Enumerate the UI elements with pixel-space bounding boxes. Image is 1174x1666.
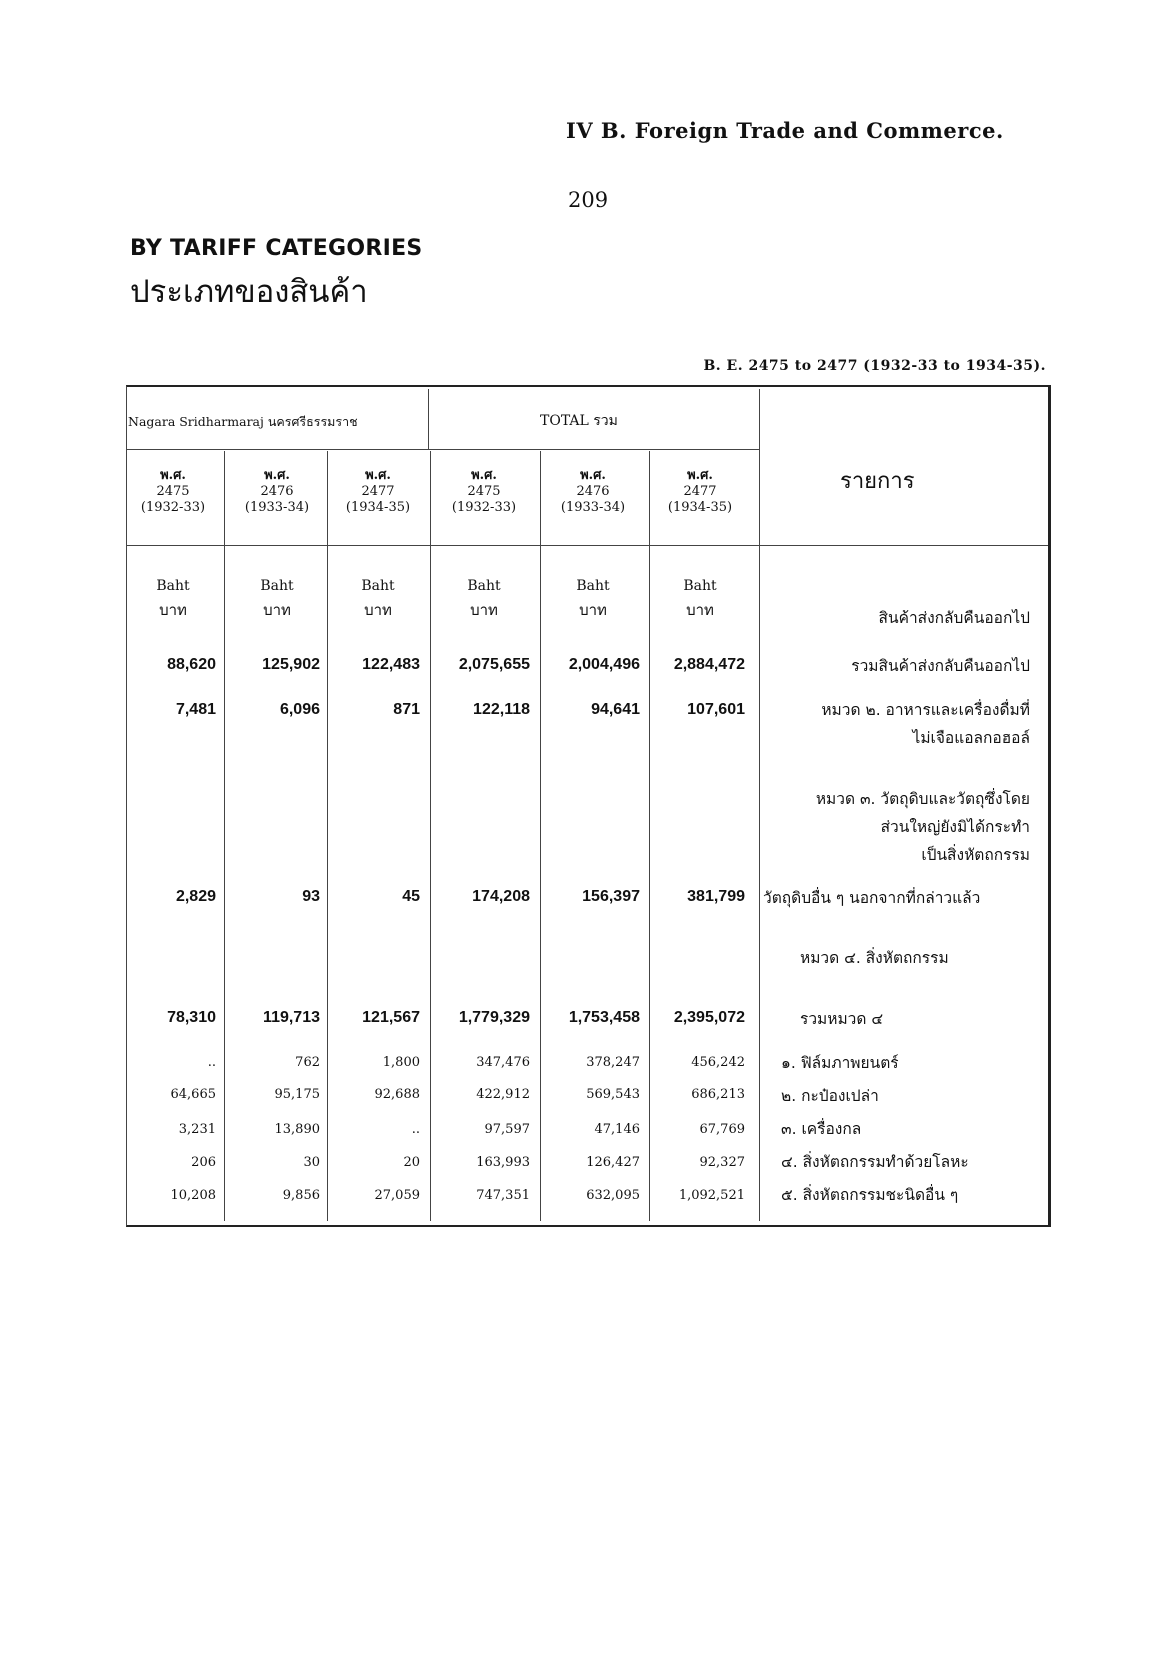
unit-th: บาท bbox=[159, 601, 187, 619]
year-ad: (1934-35) bbox=[667, 500, 733, 515]
row-description: รวมสินค้าส่งกลับคืนออกไป bbox=[851, 657, 1030, 675]
group-underline bbox=[127, 449, 760, 450]
table-cell: 7,481 bbox=[175, 701, 216, 718]
header-underline bbox=[127, 545, 1048, 546]
row-description: ๕. สิ่งหัตถกรรมชะนิดอื่น ๆ bbox=[781, 1186, 959, 1204]
table-cell: 632,095 bbox=[586, 1188, 640, 1203]
desc-line: หมวด ๒. อาหารและเครื่องดื่มที่ bbox=[821, 701, 1030, 719]
row-description: ๑. ฟิล์มภาพยนตร์ bbox=[781, 1054, 899, 1072]
group-divider bbox=[428, 389, 429, 449]
table-cell: 95,175 bbox=[274, 1087, 320, 1102]
table-cell: 10,208 bbox=[170, 1188, 216, 1203]
page-number: 209 bbox=[568, 188, 609, 212]
year-header bbox=[648, 468, 752, 516]
group-header-nagara-sridharmaraj: Nagara Sridharmaraj นครศรีธรรมราช bbox=[128, 414, 358, 429]
table-cell: 92,688 bbox=[374, 1087, 420, 1102]
table-cell: 381,799 bbox=[687, 888, 745, 905]
table-cell: 9,856 bbox=[282, 1188, 320, 1203]
year-be: 2475 bbox=[467, 484, 501, 499]
unit-label bbox=[326, 574, 430, 622]
row-description bbox=[770, 696, 1030, 752]
section-heading: สินค้าส่งกลับคืนออกไป bbox=[878, 609, 1030, 627]
era-label: พ.ศ. bbox=[471, 468, 497, 483]
unit-en: Baht bbox=[260, 578, 294, 594]
table-cell: 20 bbox=[403, 1155, 420, 1170]
unit-label bbox=[541, 574, 645, 622]
column-divider bbox=[649, 451, 650, 1221]
year-ad: (1934-35) bbox=[345, 500, 411, 515]
unit-label bbox=[121, 574, 225, 622]
table-cell: 94,641 bbox=[591, 701, 640, 718]
table-cell: 119,713 bbox=[263, 1009, 320, 1026]
table-cell: 156,397 bbox=[582, 888, 640, 905]
year-be: 2476 bbox=[576, 484, 610, 499]
column-divider bbox=[430, 451, 431, 1221]
unit-th: บาท bbox=[263, 601, 291, 619]
year-be: 2477 bbox=[683, 484, 717, 499]
table-cell: 569,543 bbox=[586, 1087, 640, 1102]
desc-line: หมวด ๓. วัตถุดิบและวัตถุซึ่งโดย bbox=[815, 790, 1030, 808]
table-cell: 92,327 bbox=[699, 1155, 745, 1170]
unit-en: Baht bbox=[576, 578, 610, 594]
group-header-total: TOTAL รวม bbox=[540, 413, 618, 429]
table-cell: 93 bbox=[302, 888, 320, 905]
column-divider bbox=[224, 451, 225, 1221]
table-cell: 125,902 bbox=[262, 656, 320, 673]
table-cell: 67,769 bbox=[699, 1122, 745, 1137]
column-divider bbox=[327, 451, 328, 1221]
table-cell: 686,213 bbox=[691, 1087, 745, 1102]
section-title: IV B. Foreign Trade and Commerce. bbox=[566, 118, 1004, 143]
unit-th: บาท bbox=[470, 601, 498, 619]
table-cell: 64,665 bbox=[170, 1087, 216, 1102]
year-be: 2476 bbox=[260, 484, 294, 499]
table-cell: 47,146 bbox=[594, 1122, 640, 1137]
table-cell: 456,242 bbox=[691, 1055, 745, 1070]
table-cell: 126,427 bbox=[586, 1155, 640, 1170]
table-cell: 121,567 bbox=[362, 1009, 420, 1026]
table-cell: 30 bbox=[303, 1155, 320, 1170]
table-cell: 2,395,072 bbox=[673, 1009, 745, 1026]
unit-label bbox=[225, 574, 329, 622]
row-description: หมวด ๔. สิ่งหัตถกรรม bbox=[800, 949, 949, 967]
table-cell: 88,620 bbox=[167, 656, 216, 673]
description-header: รายการ bbox=[840, 469, 915, 494]
table-cell: 1,800 bbox=[382, 1055, 420, 1070]
table-cell: .. bbox=[411, 1122, 420, 1137]
table-cell: 174,208 bbox=[472, 888, 530, 905]
table-cell: 747,351 bbox=[476, 1188, 530, 1203]
year-header bbox=[121, 468, 225, 516]
era-label: พ.ศ. bbox=[687, 468, 713, 483]
table-cell: 871 bbox=[393, 701, 420, 718]
unit-label bbox=[648, 574, 752, 622]
table-cell: 78,310 bbox=[167, 1009, 216, 1026]
year-header bbox=[432, 468, 536, 516]
table-cell: 2,829 bbox=[175, 888, 216, 905]
year-be: 2477 bbox=[361, 484, 395, 499]
table-cell: 122,118 bbox=[473, 701, 530, 718]
table-cell: .. bbox=[207, 1055, 216, 1070]
column-divider bbox=[540, 451, 541, 1221]
table-cell: 122,483 bbox=[362, 656, 420, 673]
unit-th: บาท bbox=[579, 601, 607, 619]
table-cell: 2,004,496 bbox=[568, 656, 640, 673]
row-description: ๒. กะป๋องเปล่า bbox=[781, 1087, 879, 1105]
unit-en: Baht bbox=[683, 578, 717, 594]
year-ad: (1932-33) bbox=[140, 500, 206, 515]
table-cell: 422,912 bbox=[476, 1087, 530, 1102]
table-cell: 97,597 bbox=[484, 1122, 530, 1137]
year-be: 2475 bbox=[156, 484, 190, 499]
unit-th: บาท bbox=[364, 601, 392, 619]
table-cell: 762 bbox=[295, 1055, 320, 1070]
table-cell: 13,890 bbox=[274, 1122, 320, 1137]
row-description: ๔. สิ่งหัตถกรรมทำด้วยโลหะ bbox=[781, 1153, 969, 1171]
table-cell: 107,601 bbox=[687, 701, 745, 718]
era-label: พ.ศ. bbox=[264, 468, 290, 483]
era-label: พ.ศ. bbox=[580, 468, 606, 483]
unit-en: Baht bbox=[156, 578, 190, 594]
year-header bbox=[541, 468, 645, 516]
year-ad: (1933-34) bbox=[244, 500, 310, 515]
row-description: รวมหมวด ๔ bbox=[800, 1010, 884, 1028]
desc-line: ส่วนใหญ่ยังมิได้กระทำ bbox=[880, 818, 1030, 836]
era-label: พ.ศ. bbox=[365, 468, 391, 483]
table-cell: 3,231 bbox=[178, 1122, 216, 1137]
year-header bbox=[326, 468, 430, 516]
table-cell: 6,096 bbox=[279, 701, 320, 718]
unit-en: Baht bbox=[361, 578, 395, 594]
row-description: วัตถุดิบอื่น ๆ นอกจากที่กล่าวแล้ว bbox=[763, 889, 981, 907]
desc-line: ไม่เจือแอลกอฮอล์ bbox=[912, 729, 1030, 747]
era-label: พ.ศ. bbox=[160, 468, 186, 483]
table-cell: 1,753,458 bbox=[568, 1009, 640, 1026]
table-cell: 1,092,521 bbox=[678, 1188, 745, 1203]
table-cell: 27,059 bbox=[374, 1188, 420, 1203]
desc-line: เป็นสิ่งหัตถกรรม bbox=[921, 846, 1030, 864]
unit-en: Baht bbox=[467, 578, 501, 594]
year-ad: (1932-33) bbox=[451, 500, 517, 515]
row-description bbox=[770, 785, 1030, 869]
year-header bbox=[225, 468, 329, 516]
table-cell: 163,993 bbox=[476, 1155, 530, 1170]
table-cell: 2,884,472 bbox=[673, 656, 745, 673]
year-ad: (1933-34) bbox=[560, 500, 626, 515]
period-label: B. E. 2475 to 2477 (1932-33 to 1934-35). bbox=[703, 358, 1046, 374]
unit-label bbox=[432, 574, 536, 622]
table-cell: 347,476 bbox=[476, 1055, 530, 1070]
page-title-english: BY TARIFF CATEGORIES bbox=[130, 236, 423, 261]
table-cell: 378,247 bbox=[586, 1055, 640, 1070]
description-divider bbox=[759, 389, 760, 1221]
page-title-thai: ประเภทของสินค้า bbox=[130, 274, 368, 310]
table-cell: 1,779,329 bbox=[458, 1009, 530, 1026]
table-cell: 206 bbox=[191, 1155, 216, 1170]
table-cell: 2,075,655 bbox=[458, 656, 530, 673]
table-cell: 45 bbox=[402, 888, 420, 905]
row-description: ๓. เครื่องกล bbox=[781, 1120, 862, 1138]
unit-th: บาท bbox=[686, 601, 714, 619]
